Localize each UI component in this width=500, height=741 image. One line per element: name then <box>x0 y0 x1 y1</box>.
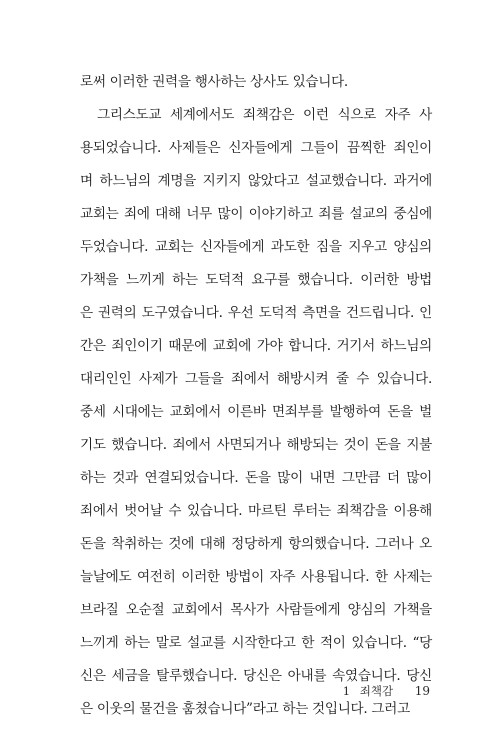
text-line: 간은 죄인이기 때문에 교회에 가야 합니다. 거기서 하느님의 <box>80 338 432 354</box>
text-line: 며 하느님의 계명을 지키지 않았다고 설교했습니다. 과거에 <box>80 173 432 189</box>
text-line: 대리인인 사제가 그들을 죄에서 해방시켜 줄 수 있습니다. <box>80 371 432 387</box>
text-line: 교회는 죄에 대해 너무 많이 이야기하고 죄를 설교의 중심에 <box>80 206 432 222</box>
chapter-number: 1 <box>342 684 351 698</box>
text-line: 은 이웃의 물건을 훔쳤습니다”라고 하는 것입니다. 그러고 <box>80 701 410 717</box>
body-text <box>80 66 432 726</box>
text-line: 브라질 오순절 교회에서 목사가 사람들에게 양심의 가책을 <box>80 602 432 618</box>
paragraph-start-line: 그리스도교 세계에서도 죄책감은 이런 식으로 자주 사 <box>97 107 432 123</box>
chapter-title: 죄책감 <box>359 684 394 698</box>
text-line: 늘날에도 여전히 이러한 방법이 자주 사용됩니다. 한 사제는 <box>80 569 432 585</box>
text-line: 은 권력의 도구였습니다. 우선 도덕적 측면을 건드립니다. 인 <box>80 305 432 321</box>
text-line: 신은 세금을 탈루했습니다. 당신은 아내를 속였습니다. 당신 <box>80 668 432 684</box>
text-line: 가책을 느끼게 하는 도덕적 요구를 했습니다. 이러한 방법 <box>80 272 432 288</box>
text-line: 중세 시대에는 교회에서 이른바 면죄부를 발행하여 돈을 벌 <box>80 404 432 420</box>
text-line: 느끼게 하는 말로 설교를 시작한다고 한 적이 있습니다. “당 <box>80 635 432 651</box>
text-line: 하는 것과 연결되었습니다. 돈을 많이 내면 그만큼 더 많이 <box>80 470 432 486</box>
text-line: 돈을 착취하는 것에 대해 정당하게 항의했습니다. 그러나 오 <box>80 536 432 552</box>
page-number: 19 <box>414 684 430 698</box>
text-line: 두었습니다. 교회는 신자들에게 과도한 짐을 지우고 양심의 <box>80 239 432 255</box>
text-line: 용되었습니다. 사제들은 신자들에게 그들이 끔찍한 죄인이 <box>80 140 432 156</box>
text-line: 죄에서 벗어날 수 있습니다. 마르틴 루터는 죄책감을 이용해 <box>80 503 432 519</box>
page-footer <box>343 683 430 699</box>
text-line: 기도 했습니다. 죄에서 사면되거나 해방되는 것이 돈을 지불 <box>80 437 432 453</box>
text-line: 로써 이러한 권력을 행사하는 상사도 있습니다. <box>80 74 348 90</box>
